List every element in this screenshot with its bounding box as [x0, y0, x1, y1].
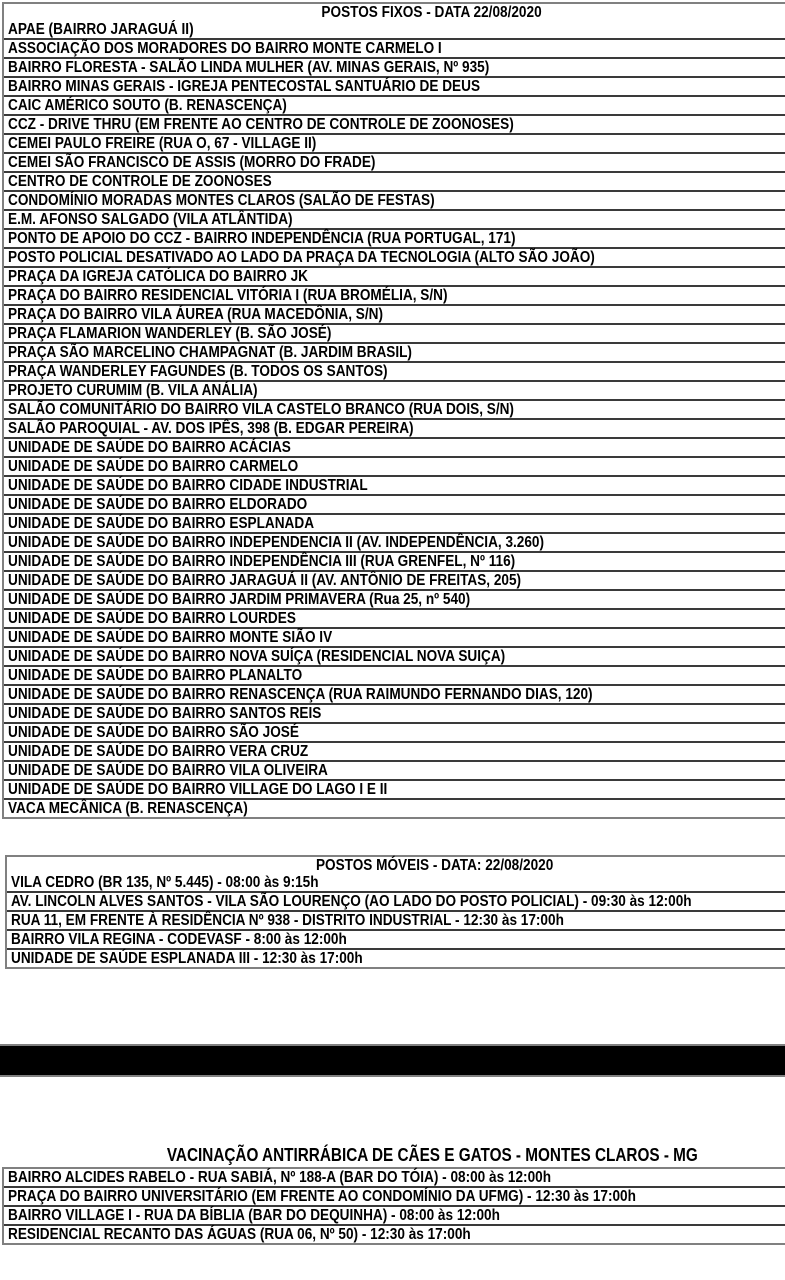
post-location-label: UNIDADE DE SAÚDE DO BAIRRO NOVA SUÍÇA (RESIDENCIAL NOVA SUIÇA) [8, 648, 506, 665]
campaign-title [2, 1146, 785, 1165]
post-location-label: CONDOMÍNIO MORADAS MONTES CLAROS (SALÃO DE FESTAS) [8, 192, 435, 209]
table-row [4, 589, 785, 608]
table-row [4, 684, 785, 703]
table-row [4, 57, 785, 76]
post-location-label: UNIDADE DE SAÚDE DO BAIRRO INDEPENDÊNCIA III (RUA GRENFEL, Nº 116) [8, 553, 516, 570]
post-location-label: POSTO POLICIAL DESATIVADO AO LADO DA PRAÇA DA TECNOLOGIA (ALTO SÃO JOÃO) [8, 249, 595, 266]
table-row [4, 95, 785, 114]
table-row [4, 171, 785, 190]
table-row [4, 323, 785, 342]
post-location-label: BAIRRO VILLAGE I - RUA DA BÍBLIA (BAR DO DEQUINHA) - 08:00 às 12:00h [8, 1207, 500, 1224]
post-location-label: UNIDADE DE SAÚDE DO BAIRRO MONTE SIÃO IV [8, 629, 333, 646]
post-location-label: PRAÇA WANDERLEY FAGUNDES (B. TODOS OS SANTOS) [8, 363, 388, 380]
post-location-label: PRAÇA DA IGREJA CATÓLICA DO BAIRRO JK [8, 268, 308, 285]
table-row [4, 456, 785, 475]
table-row [4, 1186, 785, 1205]
table-row [4, 703, 785, 722]
post-location-label: CENTRO DE CONTROLE DE ZOONOSES [8, 173, 272, 190]
table-row [4, 190, 785, 209]
table-row [4, 418, 785, 437]
post-location-label: BAIRRO VILA REGINA - CODEVASF - 8:00 às 12:00h [11, 931, 347, 948]
table-row [4, 247, 785, 266]
table-row [4, 152, 785, 171]
post-location-label: RESIDENCIAL RECANTO DAS ÁGUAS (RUA 06, Nº 50) - 12:30 às 17:00h [8, 1226, 471, 1243]
post-location-label: UNIDADE DE SAÚDE DO BAIRRO PLANALTO [8, 667, 303, 684]
table-row [4, 342, 785, 361]
table-row [4, 532, 785, 551]
mobile-posts-rows [7, 874, 785, 967]
post-location-label: UNIDADE DE SAÚDE DO BAIRRO SÃO JOSÉ [8, 724, 299, 741]
table-row [4, 76, 785, 95]
post-location-label: PRAÇA DO BAIRRO VILA ÁUREA (RUA MACEDÔNIA, S/N) [8, 306, 384, 323]
table-row [4, 722, 785, 741]
table-row [4, 21, 785, 38]
fixed-posts-rows [4, 21, 785, 817]
post-location-label: UNIDADE DE SAÚDE DO BAIRRO JARDIM PRIMAVERA (Rua 25, nº 540) [8, 591, 471, 608]
post-location-label: AV. LINCOLN ALVES SANTOS - VILA SÃO LOURENÇO (AO LADO DO POSTO POLICIAL) - 09:30 às 12:00h [11, 893, 692, 910]
post-location-label: UNIDADE DE SAÚDE ESPLANADA III - 12:30 às 17:00h [11, 950, 363, 967]
post-location-label: UNIDADE DE SAÚDE DO BAIRRO JARAGUÁ II (AV. ANTÔNIO DE FREITAS, 205) [8, 572, 522, 589]
post-location-label: VILA CEDRO (BR 135, Nº 5.445) - 08:00 às 9:15h [11, 874, 319, 891]
table-row [4, 741, 785, 760]
post-location-label: UNIDADE DE SAÚDE DO BAIRRO VILA OLIVEIRA [8, 762, 328, 779]
mobile-posts-table [5, 855, 785, 969]
table-row [7, 891, 785, 910]
table-row [4, 627, 785, 646]
post-location-label: APAE (BAIRRO JARAGUÁ II) [8, 21, 194, 38]
post-location-label: UNIDADE DE SAÚDE DO BAIRRO ELDORADO [8, 496, 308, 513]
separator-bar [0, 1044, 785, 1077]
post-location-label: PRAÇA SÃO MARCELINO CHAMPAGNAT (B. JARDIM BRASIL) [8, 344, 412, 361]
post-location-label: PRAÇA DO BAIRRO RESIDENCIAL VITÓRIA I (RUA BROMÉLIA, S/N) [8, 287, 448, 304]
table-row [4, 1224, 785, 1243]
table-row [4, 1169, 785, 1186]
table-row [4, 1205, 785, 1224]
post-location-label: BAIRRO FLORESTA - SALÃO LINDA MULHER (AV. MINAS GERAIS, Nº 935) [8, 59, 490, 76]
fixed-posts-table [2, 2, 785, 819]
table-row [4, 475, 785, 494]
post-location-label: BAIRRO MINAS GERAIS - IGREJA PENTECOSTAL SANTUÁRIO DE DEUS [8, 78, 481, 95]
table-row [7, 929, 785, 948]
table-row [4, 380, 785, 399]
post-location-label: PRAÇA DO BAIRRO UNIVERSITÁRIO (EM FRENTE AO CONDOMÍNIO DA UFMG) - 12:30 às 17:00h [8, 1188, 636, 1205]
table-row [4, 551, 785, 570]
table-row [4, 570, 785, 589]
table-row [7, 910, 785, 929]
post-location-label: UNIDADE DE SAÚDE DO BAIRRO INDEPENDENCIA II (AV. INDEPENDÊNCIA, 3.260) [8, 534, 545, 551]
table-row [4, 760, 785, 779]
post-location-label: CEMEI PAULO FREIRE (RUA O, 67 - VILLAGE II) [8, 135, 317, 152]
table-row [4, 779, 785, 798]
fixed-posts-table-header [4, 4, 785, 21]
table-row [4, 133, 785, 152]
post-location-label: UNIDADE DE SAÚDE DO BAIRRO VERA CRUZ [8, 743, 309, 760]
table-row [4, 228, 785, 247]
table-row [4, 608, 785, 627]
post-location-label: UNIDADE DE SAÚDE DO BAIRRO CARMELO [8, 458, 299, 475]
post-location-label: UNIDADE DE SAÚDE DO BAIRRO VILLAGE DO LAGO I E II [8, 781, 388, 798]
table-row [4, 361, 785, 380]
post-location-label: SALÃO COMUNITÁRIO DO BAIRRO VILA CASTELO BRANCO (RUA DOIS, S/N) [8, 401, 514, 418]
post-location-label: CEMEI SÃO FRANCISCO DE ASSIS (MORRO DO FRADE) [8, 154, 376, 171]
campaign-posts-table [2, 1167, 785, 1245]
table-row [4, 494, 785, 513]
table-row [4, 665, 785, 684]
table-row [4, 114, 785, 133]
table-row [4, 437, 785, 456]
campaign-posts-rows [4, 1169, 785, 1243]
post-location-label: SALÃO PAROQUIAL - AV. DOS IPÊS, 398 (B. EDGAR PEREIRA) [8, 420, 414, 437]
post-location-label: VACA MECÂNICA (B. RENASCENÇA) [8, 800, 248, 817]
table-row [4, 285, 785, 304]
table-row [7, 948, 785, 967]
post-location-label: UNIDADE DE SAÚDE DO BAIRRO CIDADE INDUSTRIAL [8, 477, 368, 494]
mobile-posts-header-label: POSTOS MÓVEIS - DATA: 22/08/2020 [316, 857, 554, 874]
post-location-label: UNIDADE DE SAÚDE DO BAIRRO RENASCENÇA (RUA RAIMUNDO FERNANDO DIAS, 120) [8, 686, 593, 703]
post-location-label: CCZ - DRIVE THRU (EM FRENTE AO CENTRO DE CONTROLE DE ZOONOSES) [8, 116, 514, 133]
post-location-label: UNIDADE DE SAÚDE DO BAIRRO SANTOS REIS [8, 705, 322, 722]
table-row [4, 209, 785, 228]
post-location-label: UNIDADE DE SAÚDE DO BAIRRO ESPLANADA [8, 515, 315, 532]
fixed-posts-header-label: POSTOS FIXOS - DATA 22/08/2020 [321, 4, 543, 21]
table-row [7, 874, 785, 891]
post-location-label: RUA 11, EM FRENTE À RESIDÊNCIA Nº 938 - DISTRITO INDUSTRIAL - 12:30 às 17:00h [11, 912, 564, 929]
post-location-label: CAIC AMÉRICO SOUTO (B. RENASCENÇA) [8, 97, 287, 114]
table-row [4, 646, 785, 665]
post-location-label: ASSOCIAÇÃO DOS MORADORES DO BAIRRO MONTE CARMELO I [8, 40, 442, 57]
table-row [4, 798, 785, 817]
post-location-label: UNIDADE DE SAÚDE DO BAIRRO ACÁCIAS [8, 439, 291, 456]
post-location-label: BAIRRO ALCIDES RABELO - RUA SABIÁ, Nº 188-A (BAR DO TÓIA) - 08:00 às 12:00h [8, 1169, 552, 1186]
post-location-label: PONTO DE APOIO DO CCZ - BAIRRO INDEPENDÊNCIA (RUA PORTUGAL, 171) [8, 230, 516, 247]
mobile-posts-table-header [7, 857, 785, 874]
post-location-label: UNIDADE DE SAÚDE DO BAIRRO LOURDES [8, 610, 296, 627]
table-row [4, 266, 785, 285]
post-location-label: PROJETO CURUMIM (B. VILA ANÁLIA) [8, 382, 258, 399]
campaign-title-label: VACINAÇÃO ANTIRRÁBICA DE CÃES E GATOS - MONTES CLAROS - MG [166, 1145, 698, 1165]
post-location-label: E.M. AFONSO SALGADO (VILA ATLÂNTIDA) [8, 211, 293, 228]
post-location-label: PRAÇA FLAMARION WANDERLEY (B. SÃO JOSÉ) [8, 325, 332, 342]
table-row [4, 304, 785, 323]
table-row [4, 513, 785, 532]
table-row [4, 399, 785, 418]
table-row [4, 38, 785, 57]
